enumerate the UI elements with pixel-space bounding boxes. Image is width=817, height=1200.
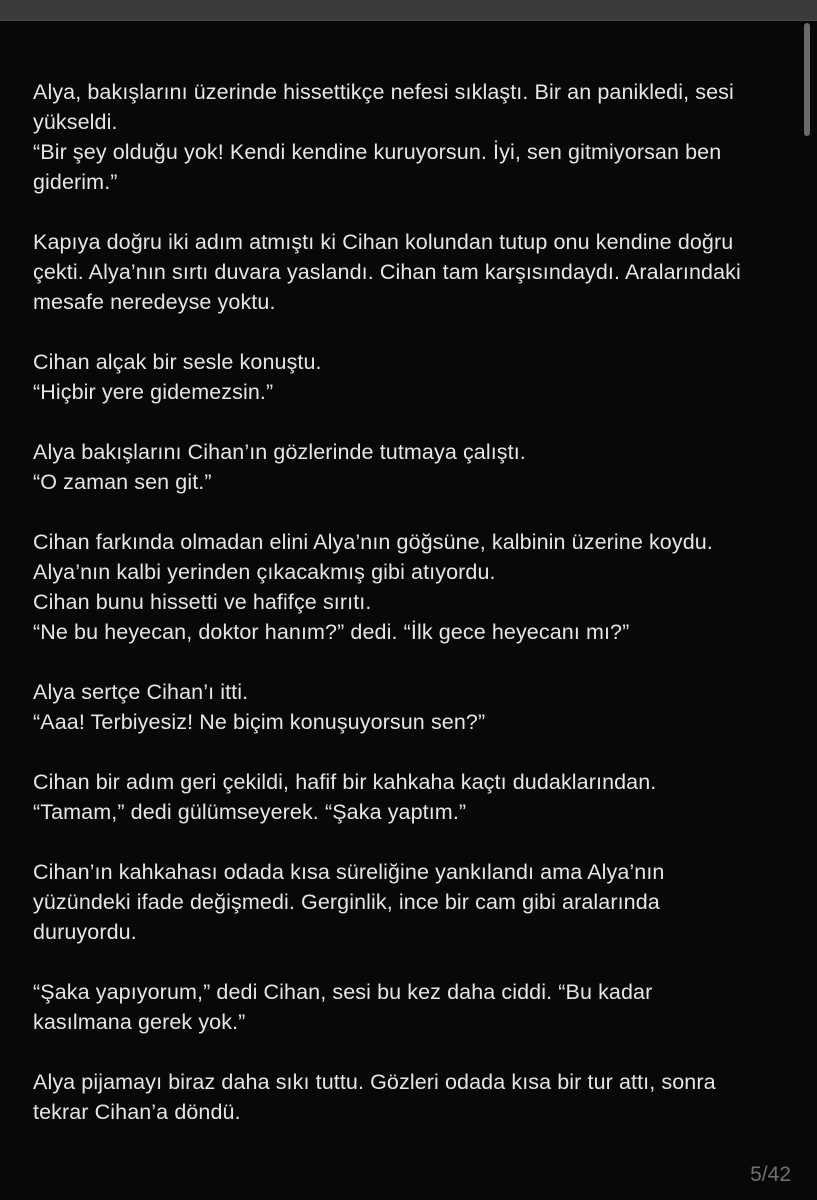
text-line: mesafe neredeyse yoktu. — [33, 290, 276, 314]
text-line: Alya pijamayı biraz daha sıkı tuttu. Gözleri odada kısa bir tur attı, sonra — [33, 1070, 716, 1094]
text-line: yükseldi. — [33, 110, 118, 134]
paragraph — [33, 77, 783, 197]
text-line: Kapıya doğru iki adım atmıştı ki Cihan kolundan tutup onu kendine doğru — [33, 230, 734, 254]
paragraph — [33, 527, 783, 647]
reader-view[interactable] — [0, 21, 817, 1200]
text-line: Cihan’ın kahkahası odada kısa süreliğine yankılandı ama Alya’nın — [33, 860, 665, 884]
text-line: giderim.” — [33, 170, 118, 194]
top-bar — [0, 0, 817, 21]
text-line: “Şaka yapıyorum,” dedi Cihan, sesi bu kez daha ciddi. “Bu kadar — [33, 980, 653, 1004]
page-indicator: 5/42 — [750, 1163, 791, 1186]
text-line: Cihan farkında olmadan elini Alya’nın göğsüne, kalbinin üzerine koydu. — [33, 530, 713, 554]
text-line: tekrar Cihan’a döndü. — [33, 1100, 241, 1124]
text-line: duruyordu. — [33, 920, 137, 944]
paragraph — [33, 767, 783, 827]
text-line: “O zaman sen git.” — [33, 470, 212, 494]
text-line: yüzündeki ifade değişmedi. Gerginlik, ince bir cam gibi aralarında — [33, 890, 660, 914]
paragraph — [33, 437, 783, 497]
paragraph — [33, 977, 783, 1037]
text-line: “Ne bu heyecan, doktor hanım?” dedi. “İlk gece heyecanı mı?” — [33, 620, 630, 644]
text-line: Alya sertçe Cihan’ı itti. — [33, 680, 249, 704]
text-line: kasılmana gerek yok.” — [33, 1010, 246, 1034]
text-line: Cihan alçak bir sesle konuştu. — [33, 350, 322, 374]
paragraph — [33, 227, 783, 317]
scrollbar-thumb[interactable] — [804, 23, 810, 136]
text-line: Alya, bakışlarını üzerinde hissettikçe nefesi sıklaştı. Bir an panikledi, sesi — [33, 80, 734, 104]
text-line: “Aaa! Terbiyesiz! Ne biçim konuşuyorsun sen?” — [33, 710, 486, 734]
scrollbar[interactable] — [797, 21, 817, 1200]
text-line: “Hiçbir yere gidemezsin.” — [33, 380, 274, 404]
text-line: Alya’nın kalbi yerinden çıkacakmış gibi atıyordu. — [33, 560, 496, 584]
text-line: “Bir şey olduğu yok! Kendi kendine kuruyorsun. İyi, sen gitmiyorsan ben — [33, 140, 722, 164]
text-line: Cihan bunu hissetti ve hafifçe sırıtı. — [33, 590, 372, 614]
text-line: “Tamam,” dedi gülümseyerek. “Şaka yaptım.” — [33, 800, 467, 824]
paragraph — [33, 677, 783, 737]
paragraph — [33, 857, 783, 947]
story-text — [33, 77, 783, 1157]
text-line: Alya bakışlarını Cihan’ın gözlerinde tutmaya çalıştı. — [33, 440, 526, 464]
text-line: Cihan bir adım geri çekildi, hafif bir kahkaha kaçtı dudaklarından. — [33, 770, 657, 794]
paragraph — [33, 347, 783, 407]
text-line: çekti. Alya’nın sırtı duvara yaslandı. Cihan tam karşısındaydı. Aralarındaki — [33, 260, 741, 284]
paragraph — [33, 1067, 783, 1127]
